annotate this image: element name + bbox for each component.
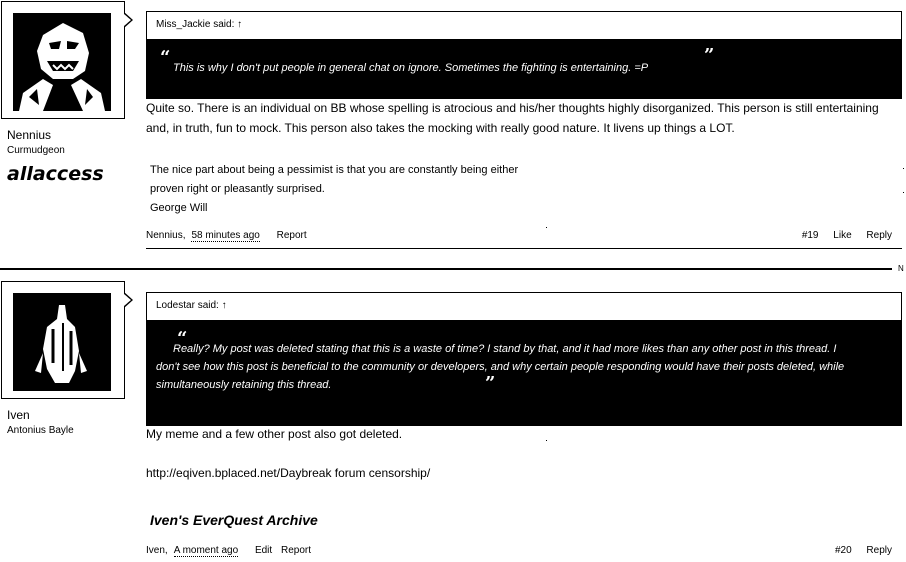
jump-to-quote-icon[interactable]: ↑ [221, 300, 227, 311]
ghost-figure-avatar-icon [13, 293, 111, 391]
quote-body [146, 39, 902, 99]
post-date[interactable]: 58 minutes ago [191, 230, 260, 241]
user-title: Curmudgeon [7, 145, 65, 156]
post-number[interactable]: #20 [834, 545, 852, 556]
report-link[interactable]: Report [276, 230, 307, 241]
ogre-warrior-avatar-icon [13, 13, 111, 111]
edit-link[interactable]: Edit [254, 545, 273, 556]
signature [150, 161, 518, 218]
open-quote-icon: “ [160, 47, 171, 68]
message-footer [146, 545, 902, 561]
user-banner: allaccess [7, 163, 104, 185]
post-20 [0, 280, 906, 562]
user-avatar-frame[interactable] [1, 1, 125, 119]
quote-body [146, 320, 902, 426]
user-avatar-frame[interactable] [1, 281, 125, 399]
signature-line: George Will [150, 202, 208, 214]
avatar[interactable] [13, 13, 111, 111]
post-date[interactable]: A moment ago [173, 545, 239, 556]
message-text: Quite so. There is an individual on BB whose spelling is atrocious and his/her thoughts highly disorganized. This person is still entertaining and, in truth, fun to mock. This person also takes the mocking with really good nature. It livens up things a LOT. [146, 101, 879, 135]
username[interactable]: Iven [7, 408, 30, 422]
footer-author[interactable]: Nennius, [146, 230, 186, 241]
report-link[interactable]: Report [280, 545, 311, 556]
footer-author[interactable]: Iven, [146, 545, 168, 556]
message-footer [146, 230, 902, 246]
open-quote-icon: “ [177, 328, 188, 349]
quote-author[interactable]: Miss_Jackie said: [156, 19, 235, 30]
signature-line: proven right or pleasantly surprised. [150, 183, 325, 195]
footer-divider [146, 248, 902, 249]
message-text: My meme and a few other post also got deleted. [146, 427, 403, 441]
avatar[interactable] [13, 293, 111, 391]
message-content [146, 11, 902, 256]
jump-to-quote-icon[interactable]: ↑ [237, 19, 243, 30]
quote-text: This is why I don't put people in general chat on ignore. Sometimes the fighting is entertaining. =P [173, 62, 649, 74]
censorship-link[interactable]: http://eqiven.bplaced.net/Daybreak forum censorship/ [146, 466, 431, 480]
close-quote-icon: ” [485, 373, 496, 394]
quote-author[interactable]: Lodestar said: [156, 300, 219, 311]
reply-link[interactable]: Reply [866, 545, 892, 556]
archive-link[interactable]: Iven's EverQuest Archive [150, 512, 318, 528]
message-content [146, 292, 902, 560]
user-title: Antonius Bayle [7, 425, 74, 436]
signature-line: The nice part about being a pessimist is that you are constantly being either [150, 164, 519, 176]
close-quote-icon: ” [704, 45, 715, 66]
post-separator [0, 268, 892, 270]
post-19 [0, 0, 906, 262]
quote-header [146, 11, 902, 39]
username[interactable]: Nennius [7, 128, 52, 142]
like-link[interactable]: Like [833, 230, 852, 241]
reply-link[interactable]: Reply [866, 230, 892, 241]
separator-mark: N [898, 264, 904, 273]
quote-text: Really? My post was deleted stating that this is a waste of time? I stand by that, and it had more likes than any other post in this thread. I don't see how this post is beneficial to the community or developers, and why certain people responding would have their posts deleted, while simultaneously retaining this thread. [156, 343, 845, 391]
post-number[interactable]: #19 [801, 230, 819, 241]
quote-header [146, 292, 902, 320]
